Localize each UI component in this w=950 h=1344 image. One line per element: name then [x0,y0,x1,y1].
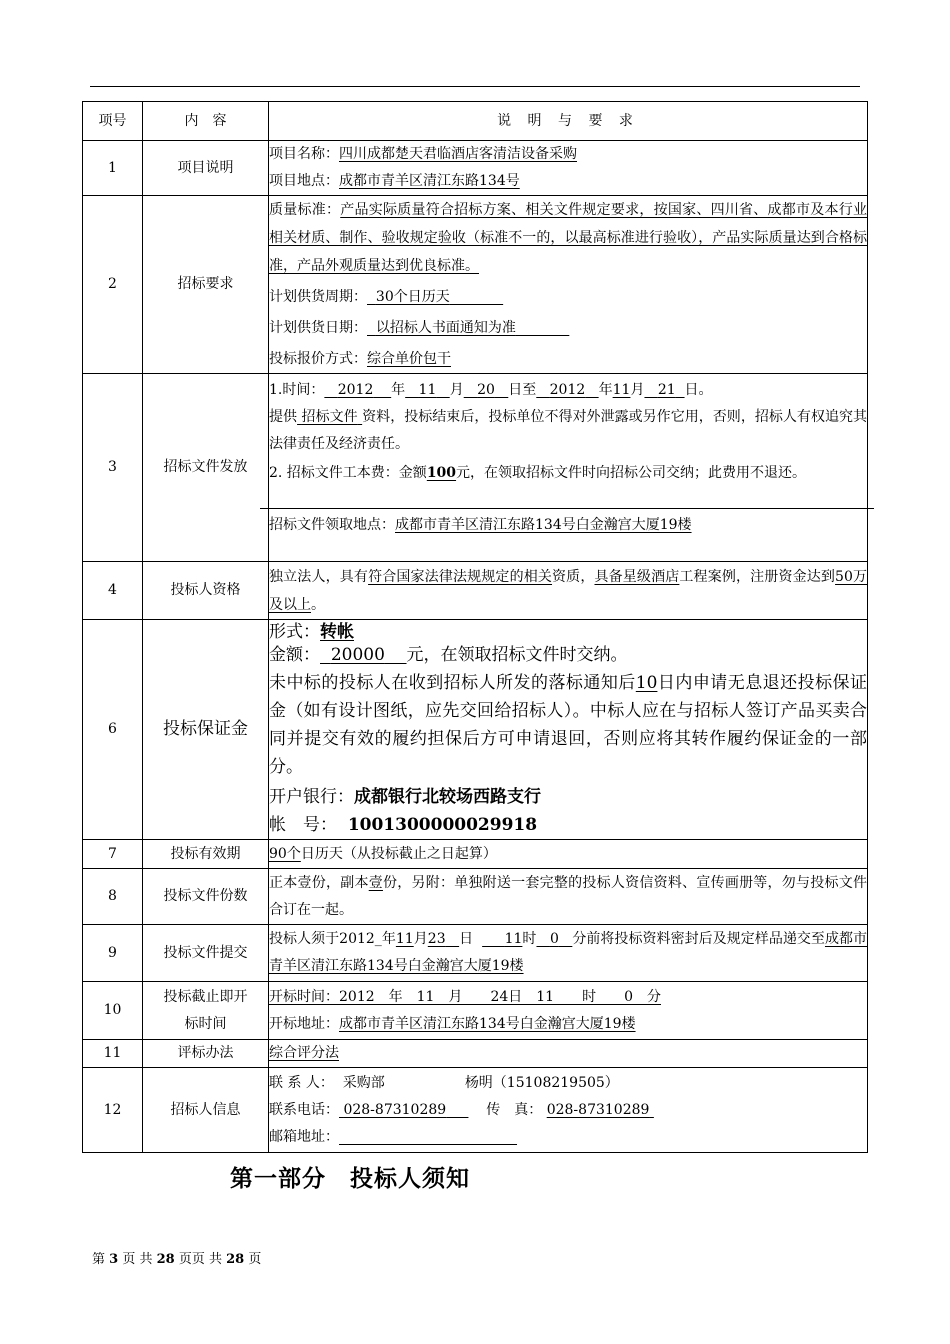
supply-date-wrap [367,320,569,336]
value: 10 [635,673,658,693]
project-location: 成都市青羊区清江东路134号 [339,173,520,189]
row-number: 3 [83,374,143,562]
label: 投标报价方式： [269,351,367,367]
label: 传 真： [486,1101,543,1118]
row-number: 6 [83,620,143,840]
value: 20000 [330,645,385,665]
text: 元，在领取招标文件时交纳。 [406,645,628,665]
text: 正本壹份，副本 [269,874,369,891]
row-desc [269,374,868,562]
supply-period: 30个日历天 [375,289,450,305]
value: 50万及以上 [269,568,868,613]
row-desc [269,562,868,620]
row-number: 11 [83,1040,143,1068]
year-end [536,382,598,398]
table-row [83,840,868,869]
text: 日历天（从投标截止之日起算） [300,845,497,862]
row-desc [269,840,868,869]
label: 项目地点： [269,173,339,189]
label: 计划供货日期： [269,320,367,336]
text: 页 共 [122,1252,153,1267]
value: 杨明（15108219505） [464,1074,619,1091]
value: 0 [549,931,559,947]
value: 综合评分法 [269,1045,339,1061]
row-desc [269,925,868,982]
year-start [324,382,391,398]
value: 90个 [269,845,301,862]
value: 11 [612,382,631,398]
table-row [83,1068,868,1153]
value: 2012 [337,382,374,398]
value: 招标文件 [301,409,358,425]
row-item: 招标文件发放 [143,374,269,562]
quality-standard: 产品实际质量符合招标方案、相关文件规定要求，按国家、四川省、成都市及本行业相关材质、制作、验收规定验收（标准不一的，以最高标准进行验收），产品实际质量达到合格标准，产品外观质量达到优良标准。 [269,202,868,274]
row-number: 10 [83,982,143,1040]
supply-date: 以招标人书面通知为准 [375,320,516,336]
table-row [83,620,868,840]
value: 21 [657,382,676,398]
row-number: 7 [83,840,143,869]
minute-wrap [536,931,572,947]
text: 日至 [508,382,537,398]
value: 壹 [368,874,383,891]
text: 月 [630,382,645,398]
day-wrap [428,931,459,947]
row-number: 9 [83,925,143,982]
quote-method: 综合单价包干 [367,351,451,367]
project-name: 四川成都楚天君临酒店客清洁设备采购 [339,146,577,162]
text: 独立法人，具有 [269,568,369,585]
row-desc [269,1040,868,1068]
text: 资料，投标结束后，投标单位不得对外泄露或另作它用，否则，招标人有权追究其法律责任及经济责任。 [269,409,868,452]
value: 2012 [549,382,586,398]
day-end [644,382,684,398]
day-start [464,382,509,398]
row-desc [269,1068,868,1153]
value: 符合国家法律法规规定的相关 [368,568,553,585]
text: 工程案例，注册资金达到 [679,568,836,585]
row-item: 项目说明 [143,141,269,196]
header-no: 项号 [83,102,143,141]
value: 成都市青羊区清江东路134号白金瀚宫大厦19楼 [339,1015,636,1032]
table-row [83,562,868,620]
row-item: 投标文件份数 [143,869,269,925]
row-desc [269,620,868,840]
table-row [83,374,868,562]
pickup-location: 成都市青羊区清江东路134号白金瀚宫大厦19楼 [395,517,692,533]
row-desc [269,982,868,1040]
table-row [83,196,868,374]
text: 份，另附：单独附送一套完整的投标人资信资料、宣传画册等，勿与投标文件合订在一起。 [269,874,868,918]
text: 日 [459,931,474,947]
text: 分前将投标资料密封后及规定样品递交至 [572,931,825,947]
value: 采购部 [342,1074,385,1091]
fee-amount: 100 [426,465,457,481]
label: 邮箱地址： [269,1128,339,1145]
value: 20 [477,382,495,398]
month-start [405,382,450,398]
value: 11 [395,931,414,947]
label: 开户银行： [269,787,354,807]
text: 投标截止即开 [163,988,248,1005]
label: 形式： [269,622,320,642]
row-item: 投标文件提交 [143,925,269,982]
bank-name: 成都银行北较场西路支行 [354,787,541,807]
value: 028-87310289 [343,1101,447,1118]
row-item [143,982,269,1040]
row-item: 招标要求 [143,196,269,374]
table-row [83,982,868,1040]
supply-period-wrap [367,289,503,305]
row-item: 投标有效期 [143,840,269,869]
row-item: 投标保证金 [143,620,269,840]
text: 投标人须于2012_年 [269,931,396,947]
text: 月 [413,931,428,947]
text: 提供 [269,409,298,425]
total-pages: 28 [226,1252,245,1267]
text: 未中标的投标人在收到招标人所发的落标通知后 [269,673,636,693]
header-item: 内 容 [143,102,269,141]
text: 日。 [684,382,713,398]
text: 2. 招标文件工本费：金额 [269,465,427,481]
header-desc: 说 明 与 要 求 [269,102,868,141]
value: 028-87310289 [546,1101,650,1118]
table-row [83,869,868,925]
table-row [83,925,868,982]
value: 具备星级酒店 [594,568,680,585]
pickup-line [260,508,874,539]
deposit-form: 转帐 [320,622,354,642]
row-number: 2 [83,196,143,374]
page-footer [92,1248,261,1267]
table-header-row [83,102,868,141]
label: 质量标准： [269,202,341,218]
value: 23 [427,931,446,947]
text: 标时间 [184,1015,227,1032]
label: 计划供货周期： [269,289,367,305]
text: 第 [92,1252,106,1267]
month-end [613,382,631,398]
label: 招标文件领取地点： [269,517,395,533]
text: 页 [248,1252,262,1267]
label: 项目名称： [269,146,339,162]
row-number: 12 [83,1068,143,1153]
text: 元，在领取招标文件时向招标公司交纳；此费用不退还。 [456,465,807,481]
text: 。 [311,596,325,613]
account-number: 1001300000029918 [347,815,538,835]
value: 成都市青羊区清江东路134号白金瀚宫大厦19楼 [269,931,868,974]
row-desc [269,141,868,196]
email-blank [339,1129,517,1145]
row-item: 投标人资格 [143,562,269,620]
text: 页页 共 [178,1252,222,1267]
label: 1.时间： [269,382,325,398]
text: 月 [449,382,464,398]
value: 11 [504,931,523,947]
label: 帐 号： [269,815,337,835]
text: 资质， [552,568,595,585]
row-desc [269,869,868,925]
requirements-table [82,101,868,1153]
hour-wrap [482,931,522,947]
open-time: 开标时间：2012 年 11 月 24日 11 时 0 分 [269,988,661,1005]
text: 年 [598,382,613,398]
text: 日内申请无息退还投标保证金（如有设计图纸，应先交回给招标人）。中标人应在与招标人签订产品买卖合同并提交有效的履约担保后方可申请退回，否则应将其转作履约保证金的一部分。 [269,673,868,777]
provide-doc [297,409,362,425]
row-item: 评标办法 [143,1040,269,1068]
label: 联 系 人： [269,1074,334,1091]
row-number: 4 [83,562,143,620]
value: 11 [418,382,437,398]
text: 时 [522,931,537,947]
page-number: 3 [109,1252,119,1267]
label: 金额： [269,645,320,665]
row-number: 8 [83,869,143,925]
row-number: 1 [83,141,143,196]
label: 联系电话： [269,1101,339,1118]
phone-wrap [339,1102,468,1118]
total-pages: 28 [156,1252,175,1267]
section-title: 第一部分 投标人须知 [230,1165,470,1192]
label: 开标地址： [269,1015,339,1032]
fax-wrap [547,1102,654,1118]
table-row [83,1040,868,1068]
text: 年 [391,382,406,398]
header-rule [90,86,860,87]
row-item: 招标人信息 [143,1068,269,1153]
deposit-amount [320,645,407,665]
table-row [83,141,868,196]
row-desc [269,196,868,374]
